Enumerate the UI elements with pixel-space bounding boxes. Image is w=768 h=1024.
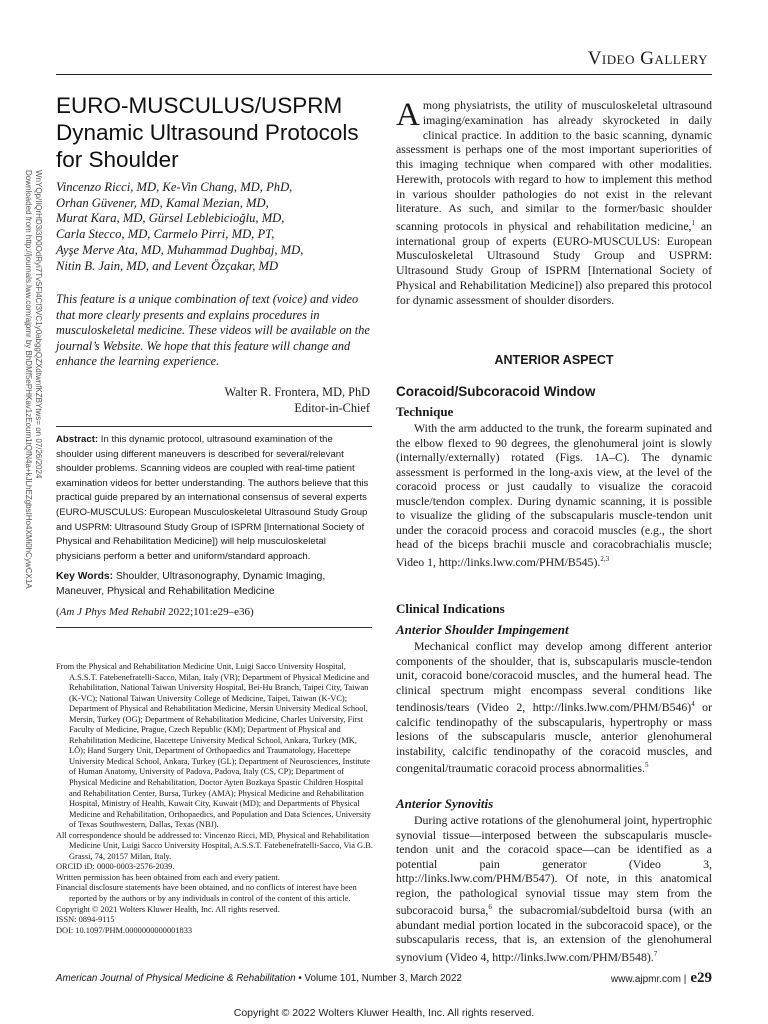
page-number: e29 — [690, 970, 712, 986]
citation-rest: 2022;101:e29–e36) — [165, 606, 254, 618]
title-line: Dynamic Ultrasound Protocols — [56, 120, 359, 145]
feature-note: This feature is a unique combination of text (voice) and video that more clearly presents and explains procedures in musculoskeletal medicine. These videos will be available on the journal’s Website. We hope that this feature will change and enhance the learning experience. — [56, 292, 370, 369]
abstract-top-rule — [56, 426, 372, 427]
abstract-bottom-rule — [56, 627, 372, 628]
copyright-notice: Copyright © 2022 Wolters Kluwer Health, Inc. All rights reserved. — [233, 1007, 535, 1019]
footer-journal: American Journal of Physical Medicine & Rehabilitation — [56, 973, 296, 984]
synovitis-heading: Anterior Synovitis — [396, 796, 494, 811]
clinical-heading: Clinical Indications — [396, 601, 505, 616]
footer-website: www.ajpmr.com — [610, 974, 681, 985]
technique-paragraph — [396, 421, 712, 569]
footer-issue: Volume 101, Number 3, March 2022 — [304, 973, 462, 984]
author-line: Carla Stecco, MD, Carmelo Pirri, MD, PT, — [56, 227, 275, 242]
footnote-affiliations: From the Physical and Rehabilitation Medicine Unit, Luigi Sacco University Hospital, A.S.S.T. Fatebenefratelli-Sacco, Milan, Italy (VR); Department of Physical Medicine and Rehabilitation, National Taiwan University Hospital, Bei-Hu Branch, Taipei City, Taiwan (K-VC); National Taiwan University College of Medicine, Taipei, Taiwan (K-VC); Department of Physical and Rehabilitation Medicine, Mersin University Medical School, Mersin, Turkey (OG); Department of Rehabilitation Medicine, Charles University, First Faculty of Medicine, Prague, Czech Republic (KM); Department of Physical and Rehabilitation Medicine, Hacettepe University Medical School, Ankara, Turkey (MK, LÖ); Hand Surgery Unit, Department of Orthopaedics and Traumatology, Hacettepe University Medical School, Ankara, Turkey (GL); Department of Neurosciences, Institute of Human Anatomy, University of Padova, Padova, Italy (CS, CP); Department of Physical Medicine and Rehabilitation, Doctor Ayten Bozkaya Spastic Children Hospital and Rehabilitation Center, Bursa, Turkey (AMA); Physical Medicine and Rehabilitation Hospital, Ministry of Health, Kuwait City, Kuwait (MD); and Departments of Physical Medicine and Rehabilitation, Orthopaedics, and Population and Data Sciences, University of Texas Southwestern, Dallas, Texas (NBJ). — [56, 662, 371, 830]
impingement-ref: 4 — [691, 700, 695, 709]
article-title — [56, 92, 376, 173]
footnote-copyright: Copyright © 2021 Wolters Kluwer Health, Inc. All rights reserved. — [56, 904, 280, 914]
footnote-doi: DOI: 10.1097/PHM.0000000000001833 — [56, 925, 193, 935]
editor-signature — [56, 385, 370, 416]
footnote-issn: ISSN: 0894-9115 — [56, 915, 115, 925]
technique-text: With the arm adducted to the trunk, the forearm supinated and the elbow flexed to 90 degrees, the glenohumeral joint is slowly (internally/externally) rotated (Figs. 1A–C). The dynamic assessment is performed in the long-axis view, at the level of the coracoid process or just caudally to visualize the coracoid muscle/tendon complex. During dynamic scanning, it is possible to visualize the gliding of the subscapularis muscle-tendon unit under the coracoid process and coracoid muscles (e.g., the short head of the biceps brachii muscle and coracobrachialis muscle; Video 1, http://links.lww.com/PHM/B545). — [396, 421, 712, 569]
impingement-paragraph — [396, 639, 712, 776]
header-rule — [56, 74, 712, 75]
coracoid-heading: Coracoid/Subcoracoid Window — [396, 384, 596, 399]
author-line: Nitin B. Jain, MD, and Levent Özçakar, MD — [56, 258, 279, 273]
synovitis-paragraph — [396, 813, 712, 964]
title-line: EURO-MUSCULUS/USPRM — [56, 93, 343, 118]
editor-name: Walter R. Frontera, MD, PhD — [224, 385, 370, 399]
citation — [56, 605, 372, 619]
section-label: Video Gallery — [587, 48, 708, 69]
technique-ref: 2,3 — [600, 554, 610, 563]
watermark-line-2: WnYQp/IlQrHD3i3D0OdRyi7TvSFl4Cf3VC1y0abggQZXdtwnfKZBYtws= on 07/26/2024 — [34, 170, 43, 479]
synovitis-ref: 6 — [488, 903, 492, 912]
title-line: for Shoulder — [56, 147, 179, 172]
affiliation-footnotes — [56, 662, 374, 936]
synovitis-ref-2: 7 — [653, 949, 658, 958]
intro-ref: 1 — [691, 219, 696, 227]
intro-text: mong physiatrists, the utility of musculoskeletal ultrasound imaging/examination has already skyrocketed in daily clinical practice. In addition to the basic scanning, dynamic assessment is perhaps one of the most important superiorities of this imaging technique when compared with other modalities. Herewith, protocols with regard to how to implement this method in various shoulder pathologies do not exist in the relevant literature. As such, and similar to the former/basic shoulder scanning protocols in physical and rehabilitation medicine, — [396, 98, 712, 233]
citation-open: ( — [56, 606, 60, 618]
page-footer — [560, 970, 712, 987]
journal-footer — [56, 973, 462, 984]
footnote-disclosure: Financial disclosure statements have been obtained, and no conflicts of interest have been reported by the authors or by any individuals in control of the content of this article. — [56, 883, 357, 904]
citation-journal: Am J Phys Med Rehabil — [59, 606, 166, 618]
editor-role: Editor-in-Chief — [294, 400, 370, 415]
drop-cap: A — [396, 97, 420, 133]
abstract-label: Abstract: — [56, 434, 99, 445]
author-line: Ayşe Merve Ata, MD, Muhammad Dughbaj, MD, — [56, 242, 304, 257]
author-line: Murat Kara, MD, Gürsel Leblebicioğlu, MD, — [56, 211, 285, 226]
synovitis-text: During active rotations of the glenohumeral joint, hypertrophic synovial tissue—interposed between the subscapularis muscle-tendon unit and the coracoid space—can be identified as a potential pain generator (Video 3, http://links.lww.com/PHM/B547). Of note, in this anatomical region, the pathological synovial tissue may stem from the subcoracoid bursa, — [396, 813, 712, 918]
impingement-heading: Anterior Shoulder Impingement — [396, 622, 569, 637]
section-heading: ANTERIOR ASPECT — [494, 353, 614, 367]
footnote-correspondence: All correspondence should be addressed to: Vincenzo Ricci, MD, Physical and Rehabilitation Medicine Unit, Luigi Sacco University Hospital, A.S.S.T. Fatebenefratelli-Sacco, Via G.B. Grassi, 74, 20157 Milan, Italy. — [56, 830, 373, 861]
impingement-text: Mechanical conflict may develop among different anterior components of the shoulder, that is, subscapularis muscle-tendon unit, coracoid bone/coracoid muscles, and the humeral head. The clinical spectrum might encompass several conditions like tendinosis/tears (Video 2, http://links.lww.com/PHM/B546) — [396, 639, 712, 715]
synovitis-text-2: the subacromial/subdeltoid bursa (with an abundant medial portion located in the subcoracoid space), or the subscapularis recess, that is, an extension of the glenohumeral synovium (Video 4, http://links.lww.com/PHM/B548). — [396, 903, 712, 964]
intro-paragraph — [396, 98, 712, 307]
footnote-permission: Written permission has been obtained from each and every patient. — [56, 872, 280, 882]
footnote-orcid: ORCID iD: 0000-0003-2576-2039. — [56, 862, 175, 872]
author-list — [56, 180, 376, 274]
intro-text-2: an international group of experts (EURO-MUSCULUS: European Musculoskeletal Ultrasound Study Group and USPRM: Ultrasound Study Group of ISPRM [International Society of Physical and Rehabilitation Medicine]) also prepared this protocol for dynamic assessment of shoulder disorders. — [396, 218, 712, 307]
abstract — [56, 433, 372, 564]
keywords — [56, 570, 372, 600]
footer-separator: | — [683, 974, 687, 985]
author-line: Orhan Güvener, MD, Kamal Mezian, MD, — [56, 195, 269, 210]
impingement-text-2: or calcific tendinopathy of the subscapularis, hypertrophy or mass lesions of the subscapularis muscle, anterior glenohumeral instability, calcific tendinopathy of the coracoid muscles, and congenital/traumatic coracoid process abnormalities. — [396, 700, 712, 776]
download-watermark — [24, 170, 54, 640]
impingement-ref-2: 5 — [644, 761, 649, 770]
author-line: Vincenzo Ricci, MD, Ke-Vin Chang, MD, PhD, — [56, 180, 293, 194]
footer-bullet: • — [298, 973, 302, 984]
watermark-line-1: Downloaded from http://journals.lww.com/ajpmr by BhDMf5ePHKav1zEoum1tQfN4a+kJLhEZgbsIHo4XMi0hCywCX1A — [24, 170, 33, 589]
keywords-text: Shoulder, Ultrasonography, Dynamic Imaging, Maneuver, Physical and Rehabilitation Medicine — [56, 571, 326, 597]
technique-heading: Technique — [396, 404, 454, 419]
keywords-label: Key Words: — [56, 571, 114, 582]
abstract-text: In this dynamic protocol, ultrasound examination of the shoulder using different maneuvers is described for several/relevant shoulder problems. Scanning videos are coupled with real-time patient examination videos for better understanding. The authors believe that this practical guide prepared by an international consensus of several experts (EURO-MUSCULUS: European Musculoskeletal Ultrasound Study Group and USPRM: Ultrasound Study Group of ISPRM [International Society of Physical and Rehabilitation Medicine]) will help musculoskeletal physicians perform a better and uniform/standard approach. — [56, 434, 369, 562]
